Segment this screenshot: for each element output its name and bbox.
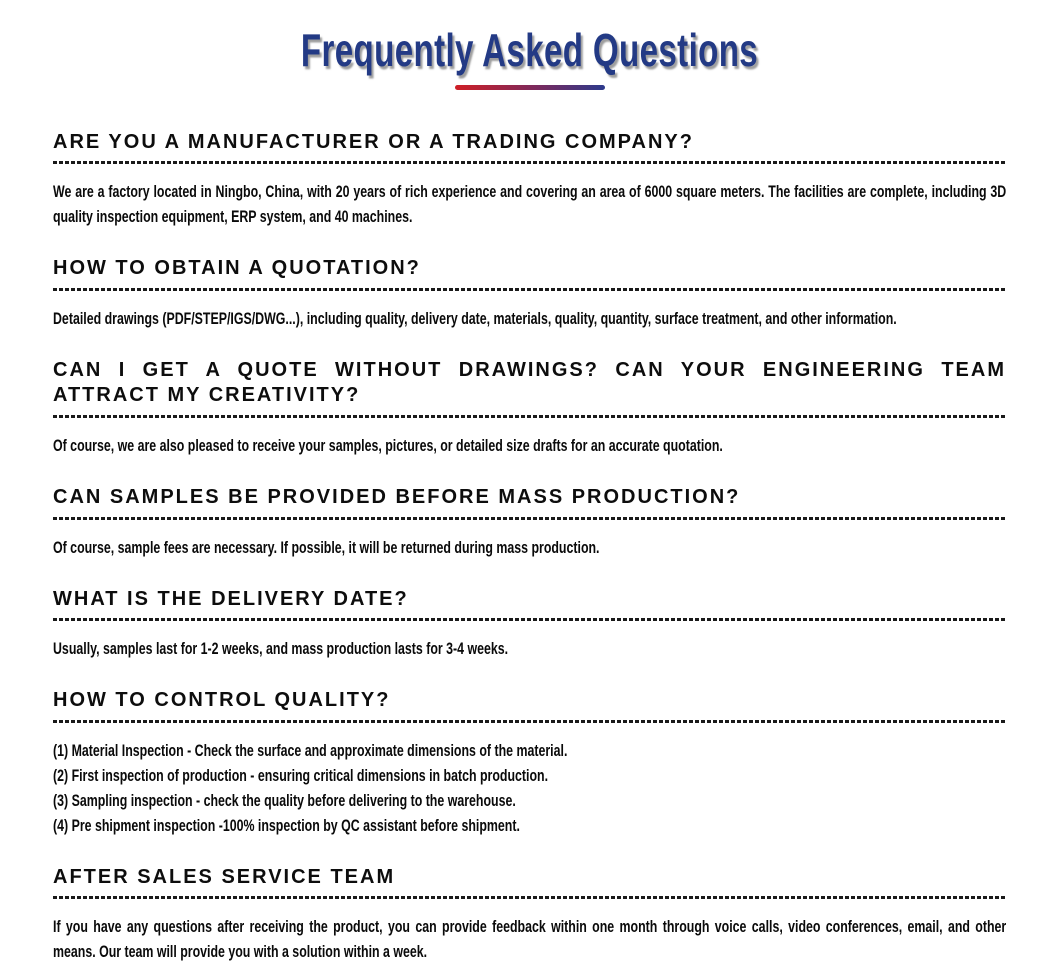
page-header — [53, 25, 1006, 90]
faq-answer-line: (4) Pre shipment inspection -100% inspection by QC assistant before shipment. — [53, 816, 520, 835]
faq-section — [53, 358, 1006, 459]
faq-answer-line: (2) First inspection of production - ensuring critical dimensions in batch production. — [53, 766, 549, 785]
dashed-divider — [53, 720, 1006, 723]
faq-question: CAN SAMPLES BE PROVIDED BEFORE MASS PRODUCTION? — [53, 485, 741, 508]
dashed-divider — [53, 896, 1006, 899]
faq-question: ARE YOU A MANUFACTURER OR A TRADING COMPANY? — [53, 130, 694, 153]
faq-answer — [53, 434, 1006, 459]
faq-question: WHAT IS THE DELIVERY DATE? — [53, 587, 409, 610]
faq-question: HOW TO CONTROL QUALITY? — [53, 689, 391, 712]
dashed-divider — [53, 415, 1006, 418]
faq-answer — [53, 915, 1006, 965]
faq-section — [53, 688, 1006, 839]
faq-answer — [53, 307, 1006, 332]
faq-answer-line: (3) Sampling inspection - check the quality before delivering to the warehouse. — [53, 791, 516, 810]
dashed-divider — [53, 161, 1006, 164]
faq-answer — [53, 536, 1006, 561]
faq-section — [53, 587, 1006, 663]
faq-question: AFTER SALES SERVICE TEAM — [53, 865, 396, 888]
dashed-divider — [53, 288, 1006, 291]
dashed-divider — [53, 517, 1006, 520]
faq-answer-line: Detailed drawings (PDF/STEP/IGS/DWG...), including quality, delivery date, materials, quality, quantity, surface treatment, and other information. — [53, 309, 897, 328]
faq-answer-line: Of course, sample fees are necessary. If possible, it will be returned during mass production. — [53, 538, 600, 557]
faq-answer-line: Usually, samples last for 1-2 weeks, and mass production lasts for 3-4 weeks. — [53, 640, 509, 659]
faq-answer-line: (1) Material Inspection - Check the surface and approximate dimensions of the material. — [53, 741, 568, 760]
faq-list — [53, 130, 1006, 966]
faq-section — [53, 256, 1006, 332]
faq-answer-line: Of course, we are also pleased to receive your samples, pictures, or detailed size drafts for an accurate quotation. — [53, 436, 723, 455]
page-title: Frequently Asked Questions — [300, 24, 759, 76]
title-underline — [455, 85, 605, 90]
faq-answer — [53, 180, 1006, 230]
faq-answer-line: We are a factory located in Ningbo, China, with 20 years of rich experience and covering an area of 6000 square meters. The facilities are complete, including 3D quality inspection equipment, ERP system, and 40 machines. — [53, 183, 1007, 227]
faq-question: HOW TO OBTAIN A QUOTATION? — [53, 257, 421, 280]
faq-section — [53, 485, 1006, 561]
faq-section — [53, 865, 1006, 966]
faq-question: CAN I GET A QUOTE WITHOUT DRAWINGS? CAN YOUR ENGINEERING TEAM ATTRACT MY CREATIVITY? — [53, 358, 1006, 407]
dashed-divider — [53, 618, 1006, 621]
faq-answer-line: If you have any questions after receiving the product, you can provide feedback within one month through voice calls, video conferences, email, and other means. Our team will provide you with a solution within a week. — [53, 918, 1007, 962]
faq-answer — [53, 739, 1006, 839]
faq-section — [53, 130, 1006, 231]
faq-answer — [53, 637, 1006, 662]
